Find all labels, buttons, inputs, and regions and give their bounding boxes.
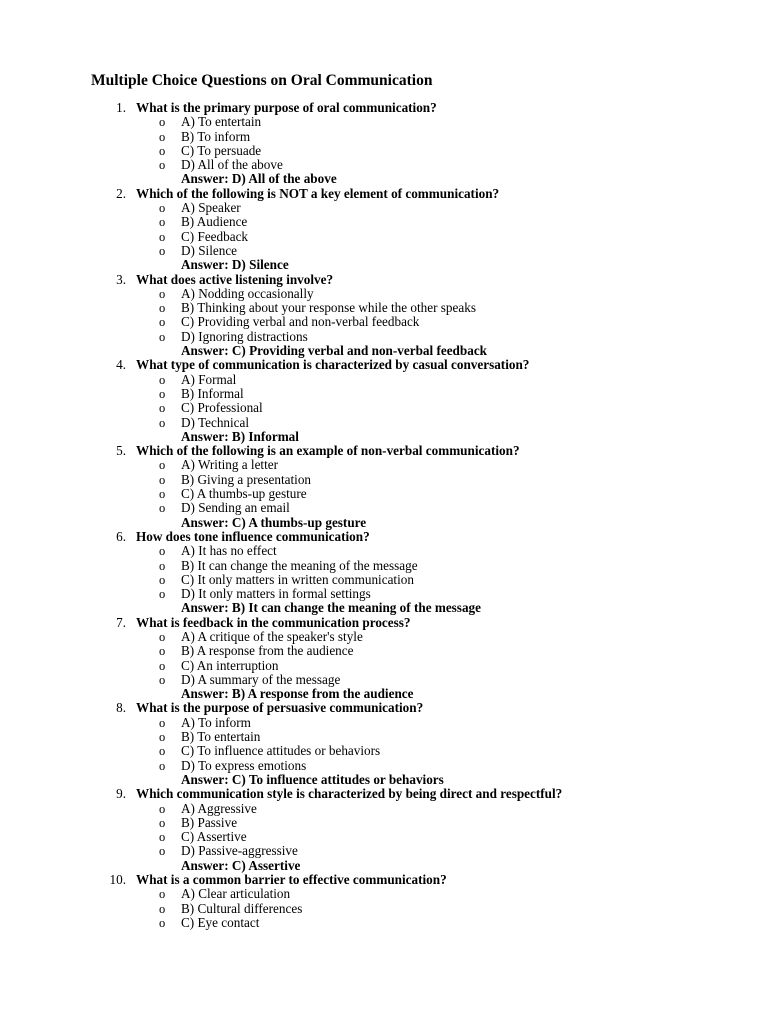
option-text: B) To inform xyxy=(181,128,251,144)
option-row xyxy=(0,487,768,501)
bullet-icon: o xyxy=(159,372,166,387)
option-text: B) Audience xyxy=(181,214,248,230)
bullet-icon: o xyxy=(159,815,166,830)
bullet-icon: o xyxy=(159,501,166,516)
option-row xyxy=(0,115,768,129)
option-row xyxy=(0,816,768,830)
option-text: C) To influence attitudes or behaviors xyxy=(181,743,381,759)
option-text: D) A summary of the message xyxy=(181,671,341,687)
question-row xyxy=(0,187,768,201)
answer-text: Answer: B) It can change the meaning of the message xyxy=(181,600,481,616)
option-text: B) Cultural differences xyxy=(181,900,303,916)
question-item xyxy=(0,873,768,930)
question-number: 10. xyxy=(109,872,126,888)
option-row xyxy=(0,916,768,930)
bullet-icon: o xyxy=(159,315,166,330)
question-text: What does active listening involve? xyxy=(136,271,334,287)
bullet-icon: o xyxy=(159,544,166,559)
option-row xyxy=(0,244,768,258)
question-item xyxy=(0,358,768,444)
option-row xyxy=(0,559,768,573)
option-row xyxy=(0,730,768,744)
question-row xyxy=(0,787,768,801)
bullet-icon: o xyxy=(159,143,166,158)
bullet-icon: o xyxy=(159,401,166,416)
question-item xyxy=(0,273,768,359)
option-row xyxy=(0,716,768,730)
option-text: C) To persuade xyxy=(181,142,262,158)
bullet-icon: o xyxy=(159,672,166,687)
bullet-icon: o xyxy=(159,744,166,759)
option-text: B) Informal xyxy=(181,385,244,401)
question-text: What type of communication is characterized by casual conversation? xyxy=(136,357,530,373)
option-row xyxy=(0,387,768,401)
question-item xyxy=(0,187,768,273)
option-text: C) Providing verbal and non-verbal feedback xyxy=(181,314,420,330)
question-row xyxy=(0,616,768,630)
answer-text: Answer: D) Silence xyxy=(181,257,289,273)
question-item xyxy=(0,787,768,873)
option-text: C) A thumbs-up gesture xyxy=(181,486,307,502)
question-number: 1. xyxy=(116,100,126,115)
question-text: Which of the following is an example of non-verbal communication? xyxy=(136,443,520,459)
option-row xyxy=(0,201,768,215)
option-row xyxy=(0,630,768,644)
bullet-icon: o xyxy=(159,587,166,602)
option-row xyxy=(0,416,768,430)
option-row xyxy=(0,230,768,244)
bullet-icon: o xyxy=(159,830,166,845)
option-row xyxy=(0,844,768,858)
option-text: A) Writing a letter xyxy=(181,457,278,473)
option-text: C) Feedback xyxy=(181,228,249,244)
question-row xyxy=(0,873,768,887)
question-number: 8. xyxy=(116,700,126,716)
option-text: D) To express emotions xyxy=(181,757,307,773)
bullet-icon: o xyxy=(159,243,166,258)
option-row xyxy=(0,902,768,916)
bullet-icon: o xyxy=(159,629,166,644)
question-row xyxy=(0,101,768,115)
question-number: 2. xyxy=(116,185,126,201)
option-row xyxy=(0,659,768,673)
option-row xyxy=(0,130,768,144)
option-text: A) Speaker xyxy=(181,200,241,216)
option-row xyxy=(0,301,768,315)
option-text: D) It only matters in formal settings xyxy=(181,586,371,602)
bullet-icon: o xyxy=(159,887,166,902)
option-text: A) It has no effect xyxy=(181,543,277,559)
answer-row xyxy=(0,258,768,272)
option-text: A) To entertain xyxy=(181,114,262,130)
question-text: What is the primary purpose of oral communication? xyxy=(136,100,437,115)
option-text: B) To entertain xyxy=(181,729,261,745)
bullet-icon: o xyxy=(159,115,166,130)
option-text: D) All of the above xyxy=(181,157,283,173)
option-text: B) A response from the audience xyxy=(181,643,354,659)
question-text: How does tone influence communication? xyxy=(136,528,370,544)
answer-row xyxy=(0,859,768,873)
option-row xyxy=(0,759,768,773)
option-row xyxy=(0,215,768,229)
bullet-icon: o xyxy=(159,386,166,401)
option-text: A) A critique of the speaker's style xyxy=(181,628,363,644)
option-text: A) Formal xyxy=(181,371,237,387)
answer-text: Answer: C) A thumbs-up gesture xyxy=(181,514,367,530)
option-text: C) Professional xyxy=(181,400,263,416)
answer-text: Answer: B) A response from the audience xyxy=(181,686,414,702)
answer-text: Answer: C) Assertive xyxy=(181,857,301,873)
option-text: A) Aggressive xyxy=(181,800,257,816)
option-text: B) Thinking about your response while the other speaks xyxy=(181,300,476,316)
option-text: D) Silence xyxy=(181,242,238,258)
option-text: B) Passive xyxy=(181,814,238,830)
option-text: A) Clear articulation xyxy=(181,886,291,902)
option-row xyxy=(0,501,768,515)
question-row xyxy=(0,358,768,372)
bullet-icon: o xyxy=(159,286,166,301)
bullet-icon: o xyxy=(159,658,166,673)
answer-row xyxy=(0,601,768,615)
option-row xyxy=(0,315,768,329)
bullet-icon: o xyxy=(159,758,166,773)
question-number: 9. xyxy=(116,786,126,802)
option-row xyxy=(0,887,768,901)
bullet-icon: o xyxy=(159,801,166,816)
question-number: 3. xyxy=(116,271,126,287)
option-row xyxy=(0,573,768,587)
question-number: 7. xyxy=(116,614,126,630)
option-row xyxy=(0,401,768,415)
bullet-icon: o xyxy=(159,329,166,344)
answer-text: Answer: B) Informal xyxy=(181,428,299,444)
bullet-icon: o xyxy=(159,487,166,502)
question-text: What is a common barrier to effective communication? xyxy=(136,872,447,888)
bullet-icon: o xyxy=(159,715,166,730)
answer-row xyxy=(0,773,768,787)
bullet-icon: o xyxy=(159,644,166,659)
bullet-icon: o xyxy=(159,458,166,473)
option-text: B) Giving a presentation xyxy=(181,471,312,487)
bullet-icon: o xyxy=(159,558,166,573)
question-item xyxy=(0,101,768,187)
option-row xyxy=(0,473,768,487)
option-row xyxy=(0,802,768,816)
question-item xyxy=(0,530,768,616)
question-number: 4. xyxy=(116,357,126,373)
option-text: D) Ignoring distractions xyxy=(181,328,308,344)
option-text: C) It only matters in written communication xyxy=(181,571,414,587)
question-item xyxy=(0,701,768,787)
bullet-icon: o xyxy=(159,129,166,144)
question-number: 6. xyxy=(116,528,126,544)
option-row xyxy=(0,158,768,172)
bullet-icon: o xyxy=(159,901,166,916)
answer-row xyxy=(0,687,768,701)
answer-row xyxy=(0,516,768,530)
question-text: What is the purpose of persuasive communication? xyxy=(136,700,424,716)
option-text: C) Assertive xyxy=(181,829,247,845)
answer-text: Answer: C) Providing verbal and non-verbal feedback xyxy=(181,343,488,359)
document-title: Multiple Choice Questions on Oral Communication xyxy=(91,72,433,89)
option-row xyxy=(0,587,768,601)
option-row xyxy=(0,373,768,387)
bullet-icon: o xyxy=(159,415,166,430)
answer-row xyxy=(0,344,768,358)
bullet-icon: o xyxy=(159,301,166,316)
option-text: B) It can change the meaning of the message xyxy=(181,557,418,573)
bullet-icon: o xyxy=(159,572,166,587)
option-row xyxy=(0,144,768,158)
answer-text: Answer: C) To influence attitudes or behaviors xyxy=(181,771,444,787)
question-text: Which of the following is NOT a key element of communication? xyxy=(136,185,500,201)
bullet-icon: o xyxy=(159,229,166,244)
option-row xyxy=(0,673,768,687)
option-text: C) An interruption xyxy=(181,657,279,673)
question-row xyxy=(0,444,768,458)
bullet-icon: o xyxy=(159,472,166,487)
option-row xyxy=(0,330,768,344)
option-row xyxy=(0,544,768,558)
question-item xyxy=(0,616,768,702)
question-row xyxy=(0,530,768,544)
option-text: A) To inform xyxy=(181,714,251,730)
option-row xyxy=(0,644,768,658)
bullet-icon: o xyxy=(159,158,166,173)
answer-row xyxy=(0,172,768,186)
option-text: D) Passive-aggressive xyxy=(181,843,298,859)
question-text: Which communication style is characterized by being direct and respectful? xyxy=(136,786,563,802)
bullet-icon: o xyxy=(159,215,166,230)
option-text: D) Sending an email xyxy=(181,500,290,516)
question-number: 5. xyxy=(116,443,126,459)
question-list xyxy=(0,101,768,930)
question-text: What is feedback in the communication process? xyxy=(136,614,411,630)
bullet-icon: o xyxy=(159,844,166,859)
bullet-icon: o xyxy=(159,201,166,216)
option-row xyxy=(0,287,768,301)
option-row xyxy=(0,830,768,844)
answer-text: Answer: D) All of the above xyxy=(181,171,337,187)
option-text: D) Technical xyxy=(181,414,250,430)
option-text: C) Eye contact xyxy=(181,914,260,930)
bullet-icon: o xyxy=(159,915,166,930)
bullet-icon: o xyxy=(159,730,166,745)
question-row xyxy=(0,701,768,715)
option-text: A) Nodding occasionally xyxy=(181,285,314,301)
option-row xyxy=(0,458,768,472)
question-item xyxy=(0,444,768,530)
question-row xyxy=(0,273,768,287)
answer-row xyxy=(0,430,768,444)
option-row xyxy=(0,744,768,758)
